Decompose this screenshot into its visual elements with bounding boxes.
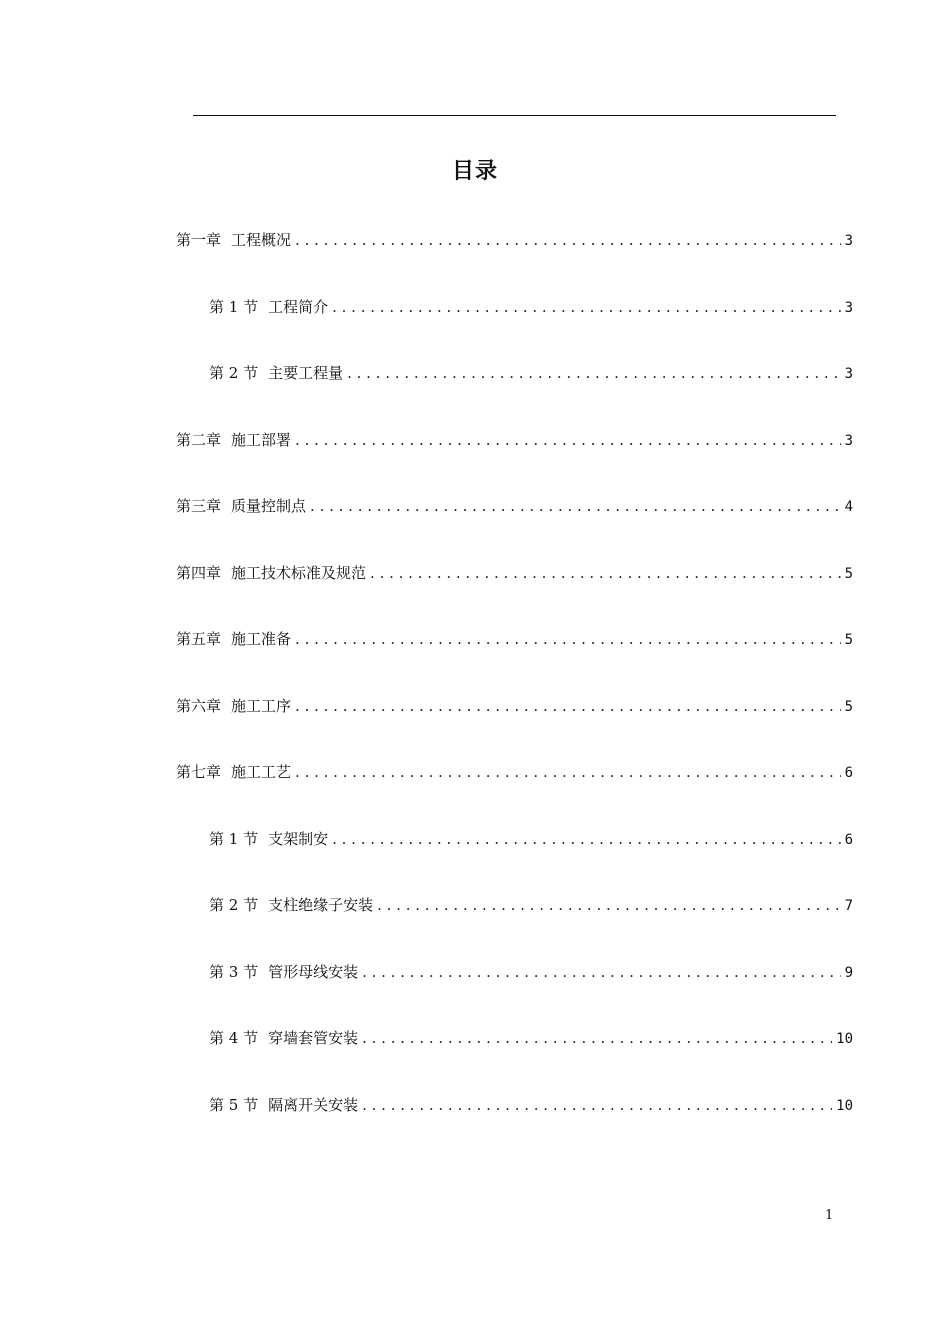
page-number: 1 <box>825 1208 834 1223</box>
toc-entry-title: 工程概况 <box>231 231 292 249</box>
toc-entry-number: 第四章 <box>176 563 222 582</box>
toc-entry-number: 第 2 节 <box>209 364 259 382</box>
toc-entry[interactable] <box>176 959 853 1026</box>
toc-leader-dots <box>295 626 841 652</box>
toc-entry-number: 第一章 <box>176 231 222 249</box>
toc-entry-number: 第 2 节 <box>209 896 259 914</box>
toc-leader-dots <box>295 227 841 253</box>
toc-entry[interactable] <box>176 294 853 361</box>
toc-entry-page: 5 <box>844 565 853 582</box>
toc-entry-page: 3 <box>844 432 853 449</box>
toc-leader-dots <box>377 892 840 918</box>
toc-entry[interactable] <box>176 892 853 959</box>
toc-entry-page: 3 <box>844 233 853 249</box>
toc-entry-title: 隔离开关安装 <box>268 1095 359 1114</box>
toc-entry[interactable] <box>176 1025 853 1092</box>
toc-entry-title: 质量控制点 <box>231 497 307 515</box>
page-title: 目录 <box>451 159 498 184</box>
toc-entry-page: 5 <box>844 632 853 648</box>
toc-entry-page: 6 <box>844 831 853 848</box>
toc-entry-page: 6 <box>844 765 853 781</box>
toc-entry[interactable] <box>176 1092 853 1159</box>
toc-entry[interactable] <box>176 360 853 427</box>
toc-leader-dots <box>295 759 841 785</box>
toc-entry-title: 施工工艺 <box>231 763 292 781</box>
toc-leader-dots <box>370 560 841 586</box>
toc-entry-number: 第七章 <box>176 763 222 781</box>
toc-entry-title: 支架制安 <box>268 829 329 848</box>
toc-entry-title: 施工部署 <box>231 430 292 449</box>
toc-entry-number: 第 1 节 <box>209 829 259 848</box>
toc-entry-title: 施工技术标准及规范 <box>231 563 367 582</box>
toc-entry-page: 3 <box>844 366 853 382</box>
toc-entry[interactable] <box>176 560 853 627</box>
toc-entry-number: 第 1 节 <box>209 297 259 316</box>
toc-entry-title: 主要工程量 <box>268 364 344 382</box>
toc-entry-page: 4 <box>844 499 853 515</box>
toc-leader-dots <box>310 493 841 519</box>
toc-entry[interactable] <box>176 493 853 560</box>
toc-entry-title: 工程简介 <box>268 297 329 316</box>
toc-leader-dots <box>347 360 840 386</box>
toc-entry-page: 10 <box>836 1031 853 1047</box>
toc-leader-dots <box>295 693 841 719</box>
toc-leader-dots <box>362 1025 832 1051</box>
toc-entry-page: 5 <box>844 698 853 715</box>
toc-entry-title: 穿墙套管安装 <box>268 1029 359 1047</box>
toc-leader-dots <box>332 826 840 852</box>
toc-entry-number: 第 4 节 <box>209 1029 259 1047</box>
toc-entry[interactable] <box>176 826 853 893</box>
toc-entry[interactable] <box>176 427 853 494</box>
toc-entry[interactable] <box>176 759 853 826</box>
toc-entry[interactable] <box>176 227 853 294</box>
toc-entry-number: 第五章 <box>176 630 222 648</box>
toc-entry[interactable] <box>176 693 853 760</box>
toc-entry-page: 3 <box>844 299 853 316</box>
toc-entry-page: 10 <box>836 1097 853 1114</box>
toc-entry-title: 施工准备 <box>231 630 292 648</box>
toc-leader-dots <box>362 1092 832 1118</box>
toc-entry-title: 管形母线安装 <box>268 962 359 981</box>
toc-entry-number: 第六章 <box>176 696 222 715</box>
table-of-contents <box>176 227 853 1158</box>
header-rule <box>193 115 836 116</box>
toc-entry-number: 第 3 节 <box>209 962 259 981</box>
toc-leader-dots <box>295 427 841 453</box>
toc-leader-dots <box>332 294 840 320</box>
toc-entry-title: 施工工序 <box>231 696 292 715</box>
toc-entry-page: 9 <box>844 964 853 981</box>
toc-entry-page: 7 <box>844 898 853 914</box>
toc-entry-number: 第 5 节 <box>209 1095 259 1114</box>
toc-entry-number: 第二章 <box>176 430 222 449</box>
toc-leader-dots <box>362 959 840 985</box>
toc-entry-number: 第三章 <box>176 497 222 515</box>
toc-entry-title: 支柱绝缘子安装 <box>268 896 374 914</box>
toc-entry[interactable] <box>176 626 853 693</box>
